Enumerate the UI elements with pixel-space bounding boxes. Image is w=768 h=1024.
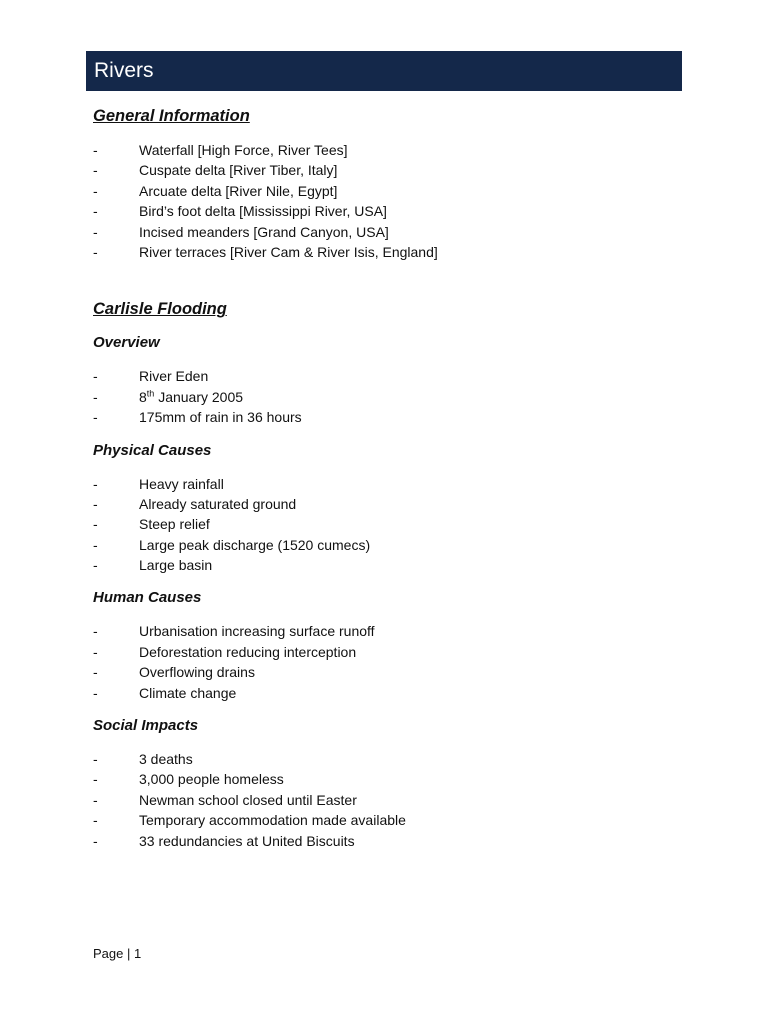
bullet-dash: - [93,475,98,492]
subheading-physical-causes: Physical Causes [93,441,212,459]
bullet-dash: - [93,162,98,179]
list-item: - Overflowing drains [93,662,683,682]
bullet-dash: - [93,751,98,768]
list-item: - Deforestation reducing interception [93,642,683,662]
section-heading-carlisle: Carlisle Flooding [93,300,227,319]
list-item: - 175mm of rain in 36 hours [93,407,683,427]
overview-list [93,366,683,427]
page-footer: Page | 1 [93,946,142,961]
list-item: - Temporary accommodation made available [93,810,683,830]
list-item: - River Eden [93,366,683,386]
subheading-social-impacts: Social Impacts [93,717,199,735]
list-item: - Cuspate delta [River Tiber, Italy] [93,160,683,180]
list-item: - Already saturated ground [93,494,683,514]
bullet-dash: - [93,643,98,660]
list-item: - Large peak discharge (1520 cumecs) [93,535,683,555]
bullet-dash: - [93,623,98,640]
list-item: - Incised meanders [Grand Canyon, USA] [93,222,683,242]
human-causes-list [93,621,683,703]
physical-causes-list [93,474,683,576]
page-title: Rivers [94,59,154,82]
bullet-dash: - [93,203,98,220]
list-item: - Arcuate delta [River Nile, Egypt] [93,181,683,201]
list-item: - Climate change [93,683,683,703]
bullet-dash: - [93,557,98,574]
bullet-dash: - [93,368,98,385]
bullet-dash: - [93,495,98,512]
date-text: 8th January 2005 [139,388,244,405]
list-item: - Bird’s foot delta [Mississippi River, USA] [93,201,683,221]
social-impacts-list [93,749,683,851]
list-item: - Newman school closed until Easter [93,790,683,810]
list-item: - Heavy rainfall [93,474,683,494]
bullet-dash: - [93,812,98,829]
list-item [93,387,683,407]
bullet-dash: - [93,388,98,405]
general-list [93,140,683,262]
bullet-dash: - [93,182,98,199]
subheading-human-causes: Human Causes [93,589,202,607]
bullet-dash: - [93,536,98,553]
bullet-dash: - [93,223,98,240]
bullet-dash: - [93,142,98,158]
bullet-dash: - [93,684,98,701]
document-body [93,104,683,851]
list-item: - Waterfall [High Force, River Tees] [93,140,683,160]
bullet-dash: - [93,409,98,426]
list-item: - River terraces [River Cam & River Isis, England] [93,242,683,262]
bullet-dash: - [93,664,98,681]
list-item: - 3 deaths [93,749,683,769]
title-bar [86,51,682,91]
list-item: - Urbanisation increasing surface runoff [93,621,683,641]
list-item: - Large basin [93,555,683,575]
bullet-dash: - [93,243,98,260]
bullet-dash: - [93,832,98,849]
list-item: - 33 redundancies at United Biscuits [93,831,683,851]
bullet-dash: - [93,516,98,533]
subheading-overview: Overview [93,334,160,352]
bullet-dash: - [93,791,98,808]
bullet-dash: - [93,771,98,788]
list-item: - 3,000 people homeless [93,769,683,789]
list-item: - Steep relief [93,514,683,534]
section-heading-general: General Information [93,107,250,125]
